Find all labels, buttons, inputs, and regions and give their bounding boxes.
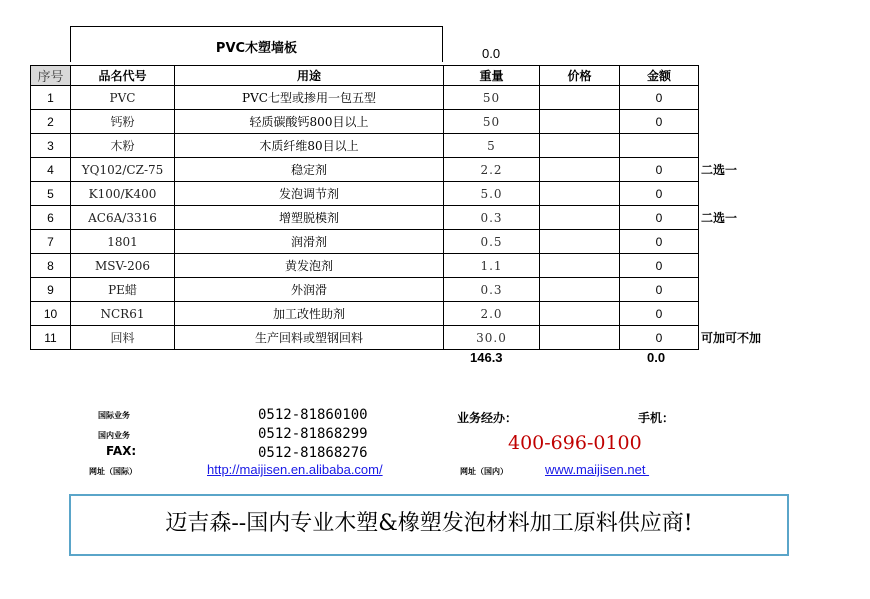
table-row xyxy=(31,158,779,182)
cell-price xyxy=(540,206,620,230)
header-price: 价格 xyxy=(540,66,620,86)
table-row xyxy=(31,230,779,254)
cell-weight: 0.3 xyxy=(444,206,540,230)
cell-amount: 0 xyxy=(620,110,699,134)
cell-use: 生产回料或塑钢回料 xyxy=(175,326,444,350)
cell-price xyxy=(540,182,620,206)
cell-seq: 11 xyxy=(31,326,71,350)
cell-seq: 8 xyxy=(31,254,71,278)
cell-seq: 3 xyxy=(31,134,71,158)
cell-use: 发泡调节剂 xyxy=(175,182,444,206)
company-slogan: 迈吉森--国内专业木塑&橡塑发泡材料加工原料供应商! xyxy=(165,511,693,536)
cell-seq: 10 xyxy=(31,302,71,326)
cell-name: PVC xyxy=(71,86,175,110)
cell-amount: 0 xyxy=(620,158,699,182)
cell-name: 1801 xyxy=(71,230,175,254)
cell-note xyxy=(699,302,779,326)
cell-amount: 0 xyxy=(620,254,699,278)
cell-note xyxy=(699,254,779,278)
cell-weight: 5.0 xyxy=(444,182,540,206)
total-amount: 0.0 xyxy=(647,350,666,365)
cell-amount: 0 xyxy=(620,86,699,110)
cell-weight: 2.0 xyxy=(444,302,540,326)
cell-use: 增塑脱模剂 xyxy=(175,206,444,230)
table-header-row xyxy=(31,66,779,86)
table-row xyxy=(31,302,779,326)
cell-note: 二选一 xyxy=(701,163,738,177)
cell-use: 木质纤维80目以上 xyxy=(175,134,444,158)
cell-note xyxy=(699,278,779,302)
cell-price xyxy=(540,230,620,254)
cell-amount: 0 xyxy=(620,230,699,254)
intl-business-label: 国际业务 xyxy=(98,411,130,420)
cell-weight: 0.5 xyxy=(444,230,540,254)
table-row xyxy=(31,86,779,110)
fax-label: FAX: xyxy=(106,444,137,458)
header-weight: 重量 xyxy=(444,66,540,86)
cell-name: MSV-206 xyxy=(71,254,175,278)
cell-weight: 2.2 xyxy=(444,158,540,182)
cell-use: 稳定剂 xyxy=(175,158,444,182)
cell-weight: 0.3 xyxy=(444,278,540,302)
cell-name: AC6A/3316 xyxy=(71,206,175,230)
cell-amount: 0 xyxy=(620,182,699,206)
cell-note: 二选一 xyxy=(701,211,738,225)
domestic-site-label: 网址（国内） xyxy=(460,467,508,476)
intl-site-label: 网址（国际） xyxy=(89,467,137,476)
cell-use: PVC七型或掺用一包五型 xyxy=(175,86,444,110)
cell-weight: 1.1 xyxy=(444,254,540,278)
table-row xyxy=(31,182,779,206)
cell-seq: 5 xyxy=(31,182,71,206)
cell-amount: 0 xyxy=(620,326,699,350)
cell-weight: 30.0 xyxy=(444,326,540,350)
table-row xyxy=(31,254,779,278)
cell-weight: 5 xyxy=(444,134,540,158)
formula-table xyxy=(30,65,779,350)
cell-seq: 4 xyxy=(31,158,71,182)
cell-use: 润滑剂 xyxy=(175,230,444,254)
cell-amount: 0 xyxy=(620,302,699,326)
header-amount: 金额 xyxy=(620,66,699,86)
cell-name: YQ102/CZ-75 xyxy=(71,158,175,182)
header-note-blank xyxy=(699,66,779,86)
table-row xyxy=(31,110,779,134)
cell-seq: 9 xyxy=(31,278,71,302)
cell-amount: 0 xyxy=(620,278,699,302)
table-row xyxy=(31,206,779,230)
agent-label: 业务经办： xyxy=(457,411,518,425)
cell-seq: 1 xyxy=(31,86,71,110)
cell-use: 外润滑 xyxy=(175,278,444,302)
cell-price xyxy=(540,158,620,182)
domestic-business-phone: 0512-81868299 xyxy=(258,426,368,442)
cell-price xyxy=(540,110,620,134)
hotline-number: 400-696-0100 xyxy=(508,432,642,454)
cell-price xyxy=(540,326,620,350)
header-name: 品名代号 xyxy=(71,66,175,86)
cell-name: PE蜡 xyxy=(71,278,175,302)
header-seq: 序号 xyxy=(31,66,71,86)
cell-price xyxy=(540,134,620,158)
table-row xyxy=(31,326,779,350)
cell-name: 回料 xyxy=(71,326,175,350)
intl-site-link[interactable]: http://maijisen.en.alibaba.com/ xyxy=(207,462,383,477)
cell-name: NCR61 xyxy=(71,302,175,326)
cell-seq: 2 xyxy=(31,110,71,134)
cell-name: 钙粉 xyxy=(71,110,175,134)
cell-weight: 50 xyxy=(444,110,540,134)
cell-note xyxy=(699,230,779,254)
top-weight-value: 0.0 xyxy=(482,46,501,61)
cell-seq: 7 xyxy=(31,230,71,254)
cell-note xyxy=(699,134,779,158)
domestic-business-label: 国内业务 xyxy=(98,431,130,440)
cell-note: 可加可不加 xyxy=(701,331,762,345)
sheet-title: PVC木塑墙板 xyxy=(215,41,298,56)
cell-price xyxy=(540,254,620,278)
header-use: 用途 xyxy=(175,66,444,86)
cell-amount: 0 xyxy=(620,206,699,230)
cell-note xyxy=(699,182,779,206)
mobile-label: 手机： xyxy=(638,411,675,425)
cell-seq: 6 xyxy=(31,206,71,230)
cell-amount xyxy=(620,134,699,158)
cell-note xyxy=(699,110,779,134)
cell-use: 轻质碳酸钙800目以上 xyxy=(175,110,444,134)
intl-business-phone: 0512-81860100 xyxy=(258,407,368,423)
cell-use: 黄发泡剂 xyxy=(175,254,444,278)
cell-use: 加工改性助剂 xyxy=(175,302,444,326)
domestic-site-link[interactable]: www.maijisen.net xyxy=(545,462,650,477)
cell-name: K100/K400 xyxy=(71,182,175,206)
cell-note xyxy=(699,86,779,110)
table-row xyxy=(31,134,779,158)
cell-price xyxy=(540,278,620,302)
total-weight: 146.3 xyxy=(470,350,503,365)
cell-weight: 50 xyxy=(444,86,540,110)
table-row xyxy=(31,278,779,302)
cell-price xyxy=(540,86,620,110)
cell-price xyxy=(540,302,620,326)
fax-phone: 0512-81868276 xyxy=(258,445,368,461)
cell-name: 木粉 xyxy=(71,134,175,158)
